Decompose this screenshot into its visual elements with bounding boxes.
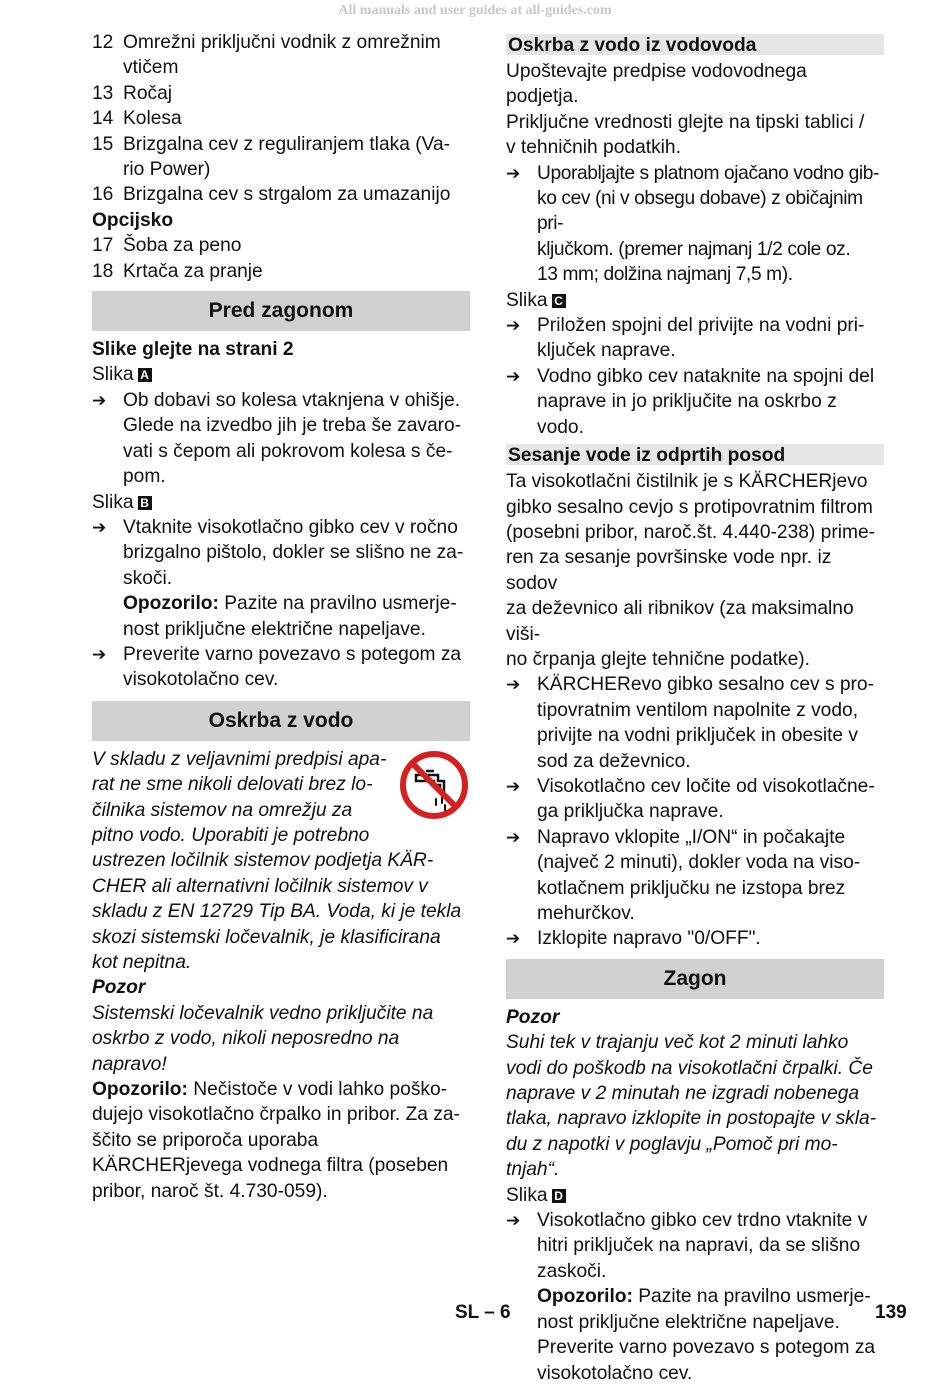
text-line: Ta visokotlačni čistilnik je s KÄRCHERjevo bbox=[506, 471, 868, 493]
pozor-text bbox=[92, 1001, 470, 1077]
instruction-switch-off bbox=[506, 926, 884, 951]
text-line: pom. bbox=[123, 466, 166, 488]
text-line: kotlačnem priključku ne izstopa brez bbox=[537, 877, 846, 899]
pozor-label: Pozor bbox=[92, 977, 146, 999]
list-item bbox=[92, 55, 470, 80]
list-item bbox=[92, 81, 470, 106]
text-line: Izklopite napravo "0/OFF". bbox=[537, 928, 761, 950]
text-line: Sistemski ločevalnik vedno priključite na bbox=[92, 1002, 434, 1024]
arrow-right-icon: ➔ bbox=[92, 517, 107, 537]
text-line: rat ne sme nikoli delovati brez lo- bbox=[92, 774, 373, 796]
text-line: Ob dobavi so kolesa vtaknjena v ohišje. bbox=[123, 389, 461, 411]
figure-c-badge: C bbox=[552, 294, 566, 308]
text-line: V skladu z veljavnimi predpisi apa- bbox=[92, 748, 387, 770]
text-line: Suhi tek v trajanju več kot 2 minuti lahko bbox=[506, 1032, 849, 1054]
text-line: zaskoči. bbox=[537, 1260, 607, 1282]
text-line: no črpanja glejte tehnične podatke). bbox=[506, 648, 811, 670]
text-line: Upoštevajte predpise vodovodnega podjetja. bbox=[506, 61, 807, 108]
suction-text bbox=[506, 469, 884, 672]
pozor-text-right bbox=[506, 1030, 884, 1182]
section-title-zagon: Zagon bbox=[506, 959, 884, 999]
text-line: oskrbo z vodo, nikoli neposredno na napravo! bbox=[92, 1028, 400, 1075]
item-text: Brizgalna cev z reguliranjem tlaka (Va- bbox=[123, 133, 451, 155]
instruction-fill-suction-hose bbox=[506, 672, 884, 774]
item-text: Ročaj bbox=[123, 82, 173, 104]
text-line: Preverite varno povezavo s potegom za bbox=[123, 643, 462, 665]
text-line: hitri priključek na napravi, da se slišno bbox=[537, 1235, 861, 1257]
text-line: Preverite varno povezavo s potegom za bbox=[537, 1337, 876, 1359]
text-line: (posebni pribor, naroč.št. 4.440-238) prime- bbox=[506, 521, 876, 543]
text-line: tipovratnim ventilom napolnite z vodo, bbox=[537, 699, 859, 721]
figure-b-badge: B bbox=[138, 496, 152, 510]
figures-reference: Slike glejte na strani 2 bbox=[92, 339, 294, 361]
arrow-right-icon: ➔ bbox=[506, 316, 521, 336]
text-line: visokotolačno cev. bbox=[537, 1362, 693, 1384]
warning-cable-right: Opozorilo: Pazite na pravilno usmerje- bbox=[537, 1286, 871, 1308]
text-line: ključek naprave. bbox=[537, 340, 676, 362]
instruction-check-connection bbox=[92, 642, 470, 693]
arrow-right-icon: ➔ bbox=[506, 827, 521, 847]
arrow-right-icon: ➔ bbox=[92, 644, 107, 664]
instruction-quick-connect bbox=[506, 1208, 884, 1386]
figure-ref-c: Slika C bbox=[506, 288, 884, 313]
text-line: KÄRCHERevo gibko sesalno cev s pro- bbox=[537, 674, 874, 696]
text-line: Visokotlačno gibko cev trdno vtaknite v bbox=[537, 1210, 868, 1232]
figure-ref-a: Slika A bbox=[92, 362, 470, 387]
text-line: mehurčkov. bbox=[537, 903, 635, 924]
instruction-hose-spec bbox=[506, 161, 884, 288]
item-number bbox=[92, 157, 123, 182]
text-line: v tehničnih podatkih. bbox=[506, 137, 681, 159]
text-line: za deževnico ali ribnikov (za maksimalno viši- bbox=[506, 598, 854, 645]
text-line: Uporabljajte s platnom ojačano vodno gib- bbox=[537, 162, 879, 184]
figure-ref-d: Slika D bbox=[506, 1183, 884, 1208]
item-number: 16 bbox=[92, 184, 114, 206]
item-number bbox=[92, 55, 123, 80]
text-line: skozi sistemski ločevalnik, je klasificirana bbox=[92, 926, 441, 948]
item-text: Kolesa bbox=[123, 108, 182, 130]
pozor-label-right: Pozor bbox=[506, 1006, 560, 1028]
subsection-sesanje-vode: Sesanje vode iz odprtih posod bbox=[506, 444, 884, 465]
text-line: ustrezen ločilnik sistemov podjetja KÄR- bbox=[92, 850, 434, 872]
footer-section: SL – 6 bbox=[455, 1302, 511, 1323]
warning-cable: Opozorilo: Pazite na pravilno usmerje- bbox=[123, 593, 457, 615]
instruction-hose bbox=[92, 515, 470, 642]
text-line: brizgalno pištolo, dokler se slišno ne za- bbox=[123, 542, 464, 564]
list-item bbox=[92, 30, 470, 55]
item-number: 12 bbox=[92, 32, 114, 53]
text-line: tlaka, napravo izklopite in postopajte v skla- bbox=[506, 1108, 877, 1130]
list-item bbox=[92, 182, 470, 207]
text-line: naprave v 2 minutah ne izgradi nobenega bbox=[506, 1083, 860, 1105]
arrow-right-icon: ➔ bbox=[506, 1211, 521, 1231]
text-line: sod za deževnico. bbox=[537, 750, 691, 772]
list-item bbox=[92, 157, 470, 182]
item-text: rio Power) bbox=[123, 159, 211, 181]
arrow-right-icon: ➔ bbox=[506, 776, 521, 796]
text-line: pribor, naroč št. 4.730-059). bbox=[92, 1180, 328, 1202]
item-number: 15 bbox=[92, 133, 114, 155]
text-line: du z napotki v poglavju „Pomoč pri mo- bbox=[506, 1133, 838, 1155]
page-number: 139 bbox=[875, 1302, 907, 1323]
text-line: KÄRCHERjevega vodnega filtra (poseben bbox=[92, 1155, 449, 1177]
left-column bbox=[92, 30, 470, 1204]
notice-block bbox=[92, 747, 470, 976]
mains-water-text bbox=[506, 59, 884, 161]
text-line: vati s čepom ali pokrovom kolesa s če- bbox=[123, 440, 453, 462]
optional-parts-list bbox=[92, 233, 470, 284]
subsection-oskrba-iz-vodovoda: Oskrba z vodo iz vodovoda bbox=[506, 34, 884, 55]
text-line: kot nepitna. bbox=[92, 952, 192, 973]
figure-d-badge: D bbox=[552, 1189, 566, 1203]
text-line: privijte na vodni priključek in obesite v bbox=[537, 725, 859, 747]
watermark: All manuals and user guides at all-guides.com bbox=[338, 3, 612, 18]
list-item bbox=[92, 106, 470, 131]
text-line: CHER ali alternativni ločilnik sistemov v bbox=[92, 875, 428, 897]
text-line: Priključne vrednosti glejte na tipski tablici / bbox=[506, 111, 865, 133]
arrow-right-icon: ➔ bbox=[92, 390, 107, 410]
warning-dirt-cont bbox=[92, 1102, 470, 1204]
warning-cable-cont: nost priključne električne napeljave. bbox=[123, 618, 426, 640]
instruction-wheels bbox=[92, 388, 470, 490]
item-number: 13 bbox=[92, 82, 114, 104]
instruction-coupling bbox=[506, 313, 884, 364]
item-text: Brizgalna cev s strgalom za umazanijo bbox=[123, 184, 451, 206]
text-line: ga priključka naprave. bbox=[537, 801, 724, 823]
text-line: Vtaknite visokotlačno gibko cev v ročno bbox=[123, 516, 458, 538]
text-line: tnjah“. bbox=[506, 1159, 560, 1181]
arrow-right-icon: ➔ bbox=[506, 675, 521, 695]
text-line: pitno vodo. Uporabiti je potrebno bbox=[92, 824, 370, 846]
text-line: Napravo vklopite „I/ON“ in počakajte bbox=[537, 826, 846, 848]
text-line: Visokotlačno cev ločite od visokotlačne- bbox=[537, 775, 875, 797]
text-line: skoči. bbox=[123, 567, 173, 589]
item-number: 14 bbox=[92, 108, 114, 130]
arrow-right-icon: ➔ bbox=[506, 366, 521, 386]
text-line: ko cev (ni v obsegu dobave) z običajnim pri- bbox=[537, 188, 863, 235]
section-title-pred-zagonom: Pred zagonom bbox=[92, 291, 470, 331]
item-text: vtičem bbox=[123, 57, 179, 79]
text-line: Glede na izvedbo jih je treba še zavaro- bbox=[123, 415, 462, 437]
arrow-right-icon: ➔ bbox=[506, 929, 521, 949]
item-text: Krtača za pranje bbox=[123, 260, 263, 282]
optional-label: Opcijsko bbox=[92, 209, 174, 231]
text-line: dujejo visokotlačno črpalko in pribor. Za za- bbox=[92, 1104, 460, 1126]
instruction-attach-hose bbox=[506, 364, 884, 440]
section-title-oskrba-z-vodo: Oskrba z vodo bbox=[92, 701, 470, 741]
instruction-switch-on bbox=[506, 825, 884, 927]
list-item bbox=[92, 233, 470, 258]
item-text: Šoba za peno bbox=[123, 235, 242, 257]
text-line: čilnika sistemov na omrežju za bbox=[92, 799, 353, 821]
text-line: visokotolačno cev. bbox=[123, 669, 279, 691]
text-line: naprave in jo priključite na oskrbo z vodo. bbox=[537, 391, 837, 438]
text-line: 13 mm; dolžina najmanj 7,5 m). bbox=[537, 264, 793, 286]
item-number: 17 bbox=[92, 235, 114, 257]
parts-list bbox=[92, 30, 470, 208]
text-line: skladu z EN 12729 Tip BA. Voda, ki je tekla bbox=[92, 901, 462, 923]
list-item bbox=[92, 259, 470, 284]
text-line: Vodno gibko cev nataknite na spojni del bbox=[537, 365, 875, 387]
instruction-detach-hose bbox=[506, 774, 884, 825]
text-line: vodi do poškodb na visokotlačni črpalki. Če bbox=[506, 1057, 873, 1079]
item-text: Omrežni priključni vodnik z omrežnim bbox=[123, 32, 441, 53]
figure-a-badge: A bbox=[138, 368, 152, 382]
text-line: gibko sesalno cevjo s protipovratnim filtrom bbox=[506, 496, 873, 518]
text-line: nost priključne električne napeljave. bbox=[537, 1311, 840, 1333]
item-number: 18 bbox=[92, 260, 114, 282]
no-drinking-water-icon bbox=[398, 749, 470, 821]
text-line: ren za sesanje površinske vode npr. iz sodov bbox=[506, 547, 832, 594]
right-column bbox=[506, 30, 884, 1386]
figure-ref-b: Slika B bbox=[92, 490, 470, 515]
list-item bbox=[92, 132, 470, 157]
text-line: Priložen spojni del privijte na vodni pri- bbox=[537, 315, 865, 337]
text-line: ključkom. (premer najmanj 1/2 cole oz. bbox=[537, 238, 851, 260]
text-line: ščito se priporoča uporaba bbox=[92, 1129, 319, 1151]
arrow-right-icon: ➔ bbox=[506, 163, 521, 183]
text-line: (največ 2 minuti), dokler voda na viso- bbox=[537, 852, 861, 874]
warning-dirt: Opozorilo: Nečistoče v vodi lahko poško- bbox=[92, 1079, 448, 1101]
